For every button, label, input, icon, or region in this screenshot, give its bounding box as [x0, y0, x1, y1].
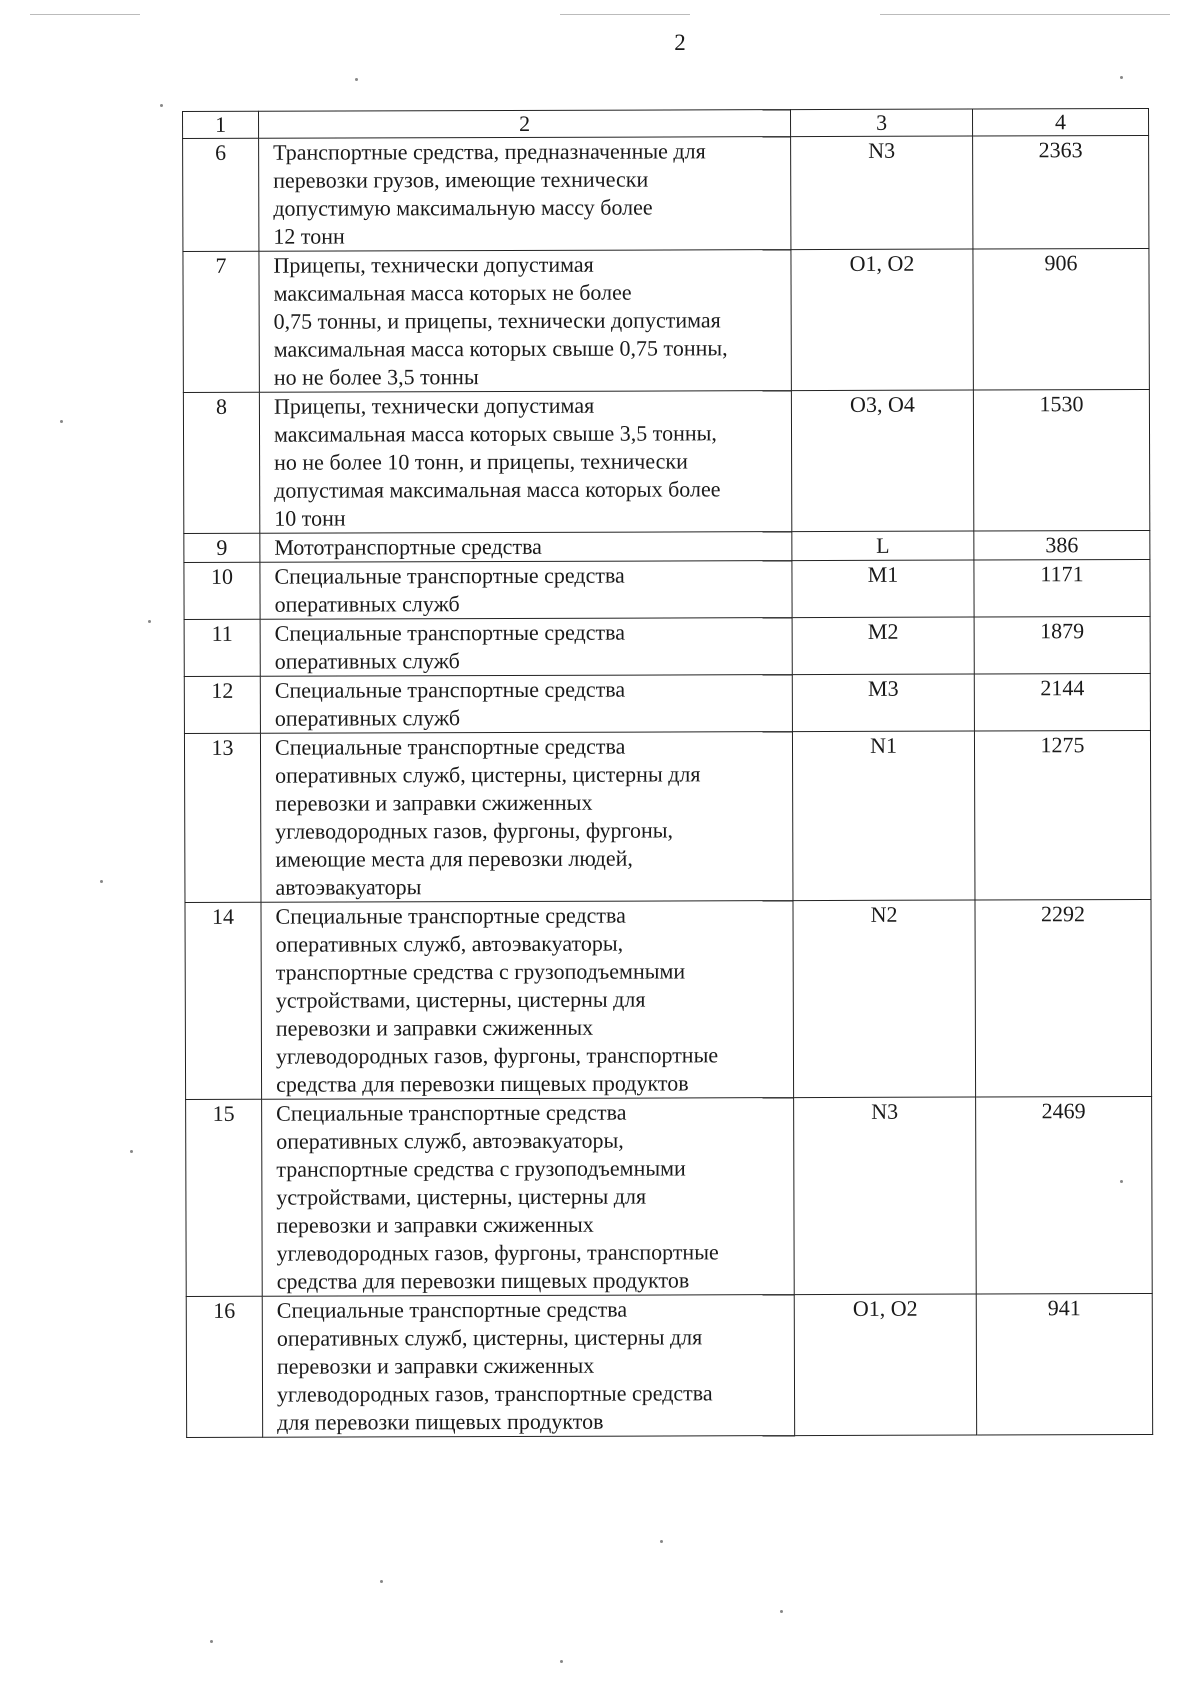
row-number-cell: [186, 1296, 262, 1437]
header-cell: 3: [790, 109, 972, 137]
scan-speck: [210, 1640, 213, 1643]
row-number-cell: [184, 533, 260, 562]
table-row: [184, 559, 1150, 619]
scan-speck: [380, 1580, 383, 1583]
vehicle-description-cell: [260, 532, 792, 563]
vehicle-description-cell-text: Транспортные средства, предназначенные для перевозки грузов, имеющие технически допустимую максимальную массу более 12 тонн: [273, 138, 706, 249]
vehicle-category-cell: [792, 674, 974, 732]
vehicle-description-cell: [260, 618, 792, 677]
price-cell: [974, 530, 1150, 560]
row-number-cell: [183, 251, 259, 392]
scan-speck: [160, 104, 163, 107]
scan-speck: [1120, 76, 1123, 79]
price-cell: [976, 1293, 1152, 1435]
scan-speck: [100, 880, 103, 883]
vehicle-description-cell: [259, 391, 791, 534]
vehicle-description-cell-text: Специальные транспортные средства оперативных служб: [274, 619, 626, 674]
vehicle-category-cell-text: N2: [870, 901, 898, 927]
price-cell-text: 906: [1044, 250, 1078, 276]
table-row: [183, 248, 1149, 392]
row-number-cell-text: 8: [215, 393, 227, 419]
row-number-cell-text: 12: [211, 677, 234, 703]
price-cell: [976, 1096, 1153, 1294]
vehicle-description-cell-text: Специальные транспортные средства оперативных служб: [274, 562, 625, 617]
price-cell-text: 2469: [1041, 1098, 1086, 1124]
tariff-table: [182, 108, 1153, 1438]
vehicle-description-cell: [262, 1098, 795, 1297]
scan-speck: [355, 78, 358, 81]
vehicle-category-cell: [794, 1294, 976, 1436]
scan-speck: [130, 1150, 133, 1153]
vehicle-category-cell: [792, 731, 975, 901]
scan-speck: [60, 420, 63, 423]
price-cell-text: 1530: [1039, 391, 1084, 417]
vehicle-category-cell: [791, 390, 973, 532]
vehicle-category-cell-text: M2: [867, 618, 899, 644]
vehicle-description-cell-text: Прицепы, технически допустимая максимальная масса которых свыше 3,5 тонны, но не более 10 тонн, и прицепы, технически допустимая максимальная масса которых более 10 тонн: [273, 392, 721, 531]
row-number-cell: [185, 902, 262, 1099]
header-cell: 2: [259, 110, 791, 139]
vehicle-category-cell-text: M3: [867, 675, 899, 701]
row-number-cell: [186, 1099, 263, 1296]
row-number-cell: [184, 733, 261, 902]
vehicle-description-cell: [259, 137, 791, 252]
price-cell-text: 386: [1045, 532, 1079, 558]
vehicle-category-cell-text: O1, O2: [849, 250, 915, 276]
table-row: [184, 530, 1150, 562]
vehicle-description-cell-text: Прицепы, технически допустимая максимальная масса которых не более 0,75 тонны, и прицепы, технически допустимая максимальная масса которых свыше 0,75 тонны, но не более 3,5 тонны: [273, 251, 728, 390]
scan-speck: [780, 1610, 783, 1613]
vehicle-description-cell: [260, 675, 792, 734]
scan-edge-mark: [30, 14, 140, 15]
row-number-cell-text: 7: [215, 252, 227, 278]
vehicle-description-cell-text: Специальные транспортные средства оперативных служб, цистерны, цистерны для перевозки и заправки сжиженных углеводородных газов, фургоны, фургоны, имеющие места для перевозки людей, автоэвакуаторы: [274, 733, 701, 900]
price-cell: [973, 135, 1149, 249]
table-header-row: [183, 108, 1149, 138]
price-cell-text: 2292: [1040, 901, 1086, 927]
price-cell: [975, 899, 1152, 1097]
vehicle-description-cell: [260, 561, 792, 620]
scan-speck: [660, 1540, 663, 1543]
price-cell: [973, 248, 1149, 390]
table-row: [184, 673, 1150, 733]
vehicle-description-cell: [262, 1295, 794, 1438]
vehicle-category-cell: [792, 531, 974, 561]
scan-edge-mark: [880, 14, 1170, 15]
header-cell: 4: [972, 108, 1148, 136]
vehicle-category-cell: [793, 900, 976, 1098]
row-number-cell-text: 10: [210, 563, 234, 589]
vehicle-category-cell-text: L: [876, 532, 890, 558]
row-number-cell-text: 6: [215, 139, 227, 165]
vehicle-description-cell-text: Мототранспортные средства: [274, 533, 542, 560]
row-number-cell-text: 9: [216, 534, 228, 560]
page-number: 2: [674, 30, 686, 55]
price-cell-text: 941: [1047, 1295, 1081, 1321]
table-row: [186, 1293, 1152, 1437]
price-cell-text: 1879: [1040, 618, 1085, 644]
vehicle-category-cell-text: N1: [870, 732, 897, 758]
table-row: [186, 1096, 1153, 1296]
price-cell: [974, 673, 1150, 731]
price-cell: [974, 616, 1150, 674]
table-row: [183, 135, 1149, 251]
vehicle-category-cell: [792, 617, 974, 675]
vehicle-category-cell: [791, 136, 973, 250]
vehicle-description-cell: [260, 732, 793, 903]
price-cell: [974, 559, 1150, 617]
vehicle-description-cell-text: Специальные транспортные средства оперативных служб, цистерны, цистерны для перевозки и заправки сжиженных углеводородных газов, транспортные средства для перевозки пищевых продуктов: [276, 1296, 713, 1435]
row-number-cell: [183, 392, 259, 533]
price-cell-text: 2144: [1040, 675, 1085, 701]
vehicle-category-cell: [791, 249, 973, 391]
scan-speck: [560, 1660, 563, 1663]
vehicle-description-cell: [259, 250, 791, 393]
row-number-cell-text: 14: [211, 903, 235, 929]
vehicle-category-cell-text: N3: [868, 137, 896, 163]
row-number-cell-text: 16: [213, 1297, 236, 1323]
vehicle-category-cell: [794, 1097, 977, 1295]
vehicle-description-cell-text: Специальные транспортные средства оперативных служб, автоэвакуаторы, транспортные средства с грузоподъемными устройствами, цистерны, цистерны для перевозки и заправки сжиженных углеводородных газов, фургоны, транспортные средства для перевозки пищевых продуктов: [276, 1099, 719, 1294]
price-cell-text: 1171: [1040, 561, 1084, 587]
price-cell: [974, 730, 1151, 900]
table-row: [184, 616, 1150, 676]
row-number-cell-text: 11: [211, 620, 233, 646]
vehicle-description-cell: [261, 901, 794, 1100]
row-number-cell-text: 13: [211, 734, 234, 760]
vehicle-category-cell-text: O3, O4: [849, 391, 915, 417]
scan-speck: [148, 620, 151, 623]
vehicle-category-cell-text: N3: [871, 1098, 899, 1124]
header-cell: 1: [183, 111, 259, 138]
table-row: [183, 389, 1149, 533]
vehicle-category-cell: [792, 560, 974, 618]
scan-edge-mark: [560, 14, 690, 15]
price-cell-text: 1275: [1040, 732, 1085, 758]
row-number-cell-text: 15: [212, 1100, 235, 1126]
price-cell-text: 2363: [1038, 137, 1083, 163]
vehicle-category-cell-text: M1: [867, 561, 899, 587]
vehicle-description-cell-text: Специальные транспортные средства оперативных служб, автоэвакуаторы, транспортные средства с грузоподъемными устройствами, цистерны, цистерны для перевозки и заправки сжиженных углеводородных газов, фургоны, транспортные средства для перевозки пищевых продуктов: [275, 902, 719, 1097]
scan-speck: [1120, 1180, 1123, 1183]
vehicle-description-cell-text: Специальные транспортные средства оперативных служб: [274, 676, 626, 731]
row-number-cell: [184, 562, 260, 619]
table-row: [185, 899, 1152, 1099]
vehicle-category-cell-text: O1, O2: [852, 1295, 918, 1321]
row-number-cell: [183, 138, 259, 251]
table-row: [184, 730, 1151, 902]
price-cell: [973, 389, 1149, 531]
row-number-cell: [184, 619, 260, 676]
row-number-cell: [184, 676, 260, 733]
